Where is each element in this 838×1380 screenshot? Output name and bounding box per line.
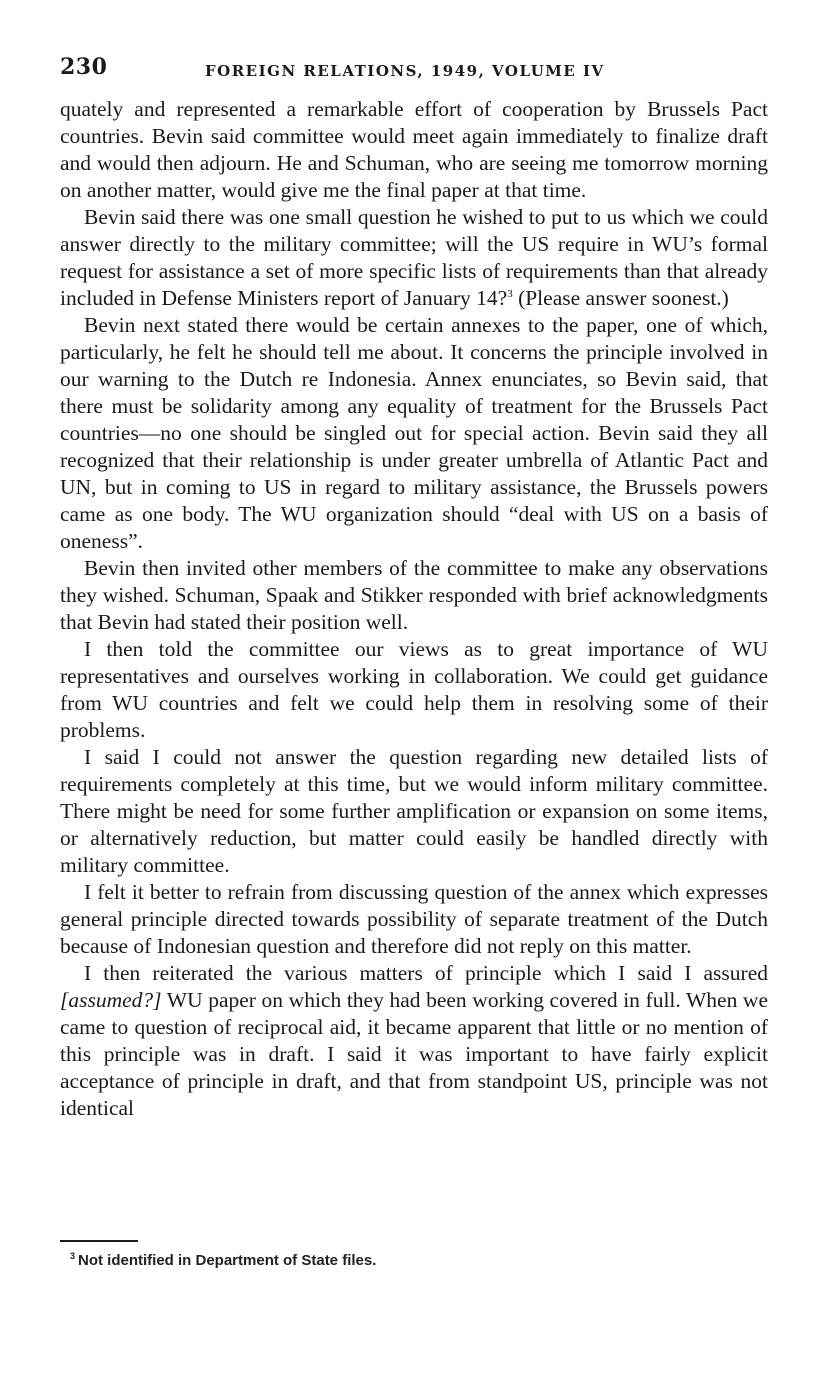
footnote-marker: 3 — [70, 1251, 76, 1261]
footnote-text: Not identified in Department of State files. — [78, 1252, 377, 1269]
paragraph-1: quately and represented a remarkable effort of cooperation by Brussels Pact countries. Bevin said committee would meet again immediately to finalize draft and would then adjourn. He and Schuman, who are seeing me tomorrow morning on another matter, would give me the final paper at that time. — [60, 97, 768, 202]
paragraph-2 — [60, 204, 768, 312]
paragraph-8-text-b: WU paper on which they had been working covered in full. When we came to question of reciprocal aid, it became apparent that little or no mention of this principle was in draft. I said it was important to have fairly explicit acceptance of principle in draft, and that from standpoint US, principle was not identical — [60, 988, 768, 1120]
editorial-insert: [assumed?] — [60, 988, 162, 1012]
paragraph-4: Bevin then invited other members of the committee to make any observations they wished. Schuman, Spaak and Stikker responded with brief acknowledgments that Bevin had stated their position well. — [60, 556, 768, 634]
page-number: 230 — [60, 54, 108, 80]
document-page — [60, 52, 768, 1269]
paragraph-2-text: Bevin said there was one small question he wished to put to us which we could answer directly to the military committee; will the US require in WU’s formal request for assistance a set of more specific lists of requirements than that already included in Defense Ministers report of January 14? — [60, 205, 768, 310]
paragraph-8 — [60, 960, 768, 1122]
footnote-reference: 3 — [507, 287, 513, 300]
paragraph-3: Bevin next stated there would be certain annexes to the paper, one of which, particularly, he felt he should tell me about. It concerns the principle involved in our warning to the Dutch re Indonesia. Annex enunciates, so Bevin said, that there must be solidarity among any equality of treatment for the Brussels Pact countries—no one should be singled out for special action. Bevin said they all recognized that their relationship is under greater umbrella of Atlantic Pact and UN, but in coming to US in regard to military assistance, the Brussels powers came as one body. The WU organization should “deal with US on a basis of oneness”. — [60, 313, 768, 553]
paragraph-8-text-a: I then reiterated the various matters of principle which I said I assured — [84, 961, 768, 985]
page-header — [60, 52, 768, 92]
parenthetical-note: (Please answer soonest.) — [518, 286, 729, 310]
footnote — [70, 1252, 376, 1269]
footnote-rule — [60, 1240, 138, 1242]
body-text — [60, 96, 768, 1122]
paragraph-6: I said I could not answer the question regarding new detailed lists of requirements completely at this time, but we would inform military committee. There might be need for some further amplification or expansion on some items, or alternatively reduction, but matter could easily be handled directly with military committee. — [60, 745, 768, 877]
running-head: FOREIGN RELATIONS, 1949, VOLUME IV — [205, 62, 605, 80]
paragraph-5: I then told the committee our views as to great importance of WU representatives and ourselves working in collaboration. We could get guidance from WU countries and felt we could help them in resolving some of their problems. — [60, 637, 768, 742]
paragraph-7: I felt it better to refrain from discussing question of the annex which expresses general principle directed towards possibility of separate treatment of the Dutch because of Indonesian question and therefore did not reply on this matter. — [60, 880, 768, 958]
